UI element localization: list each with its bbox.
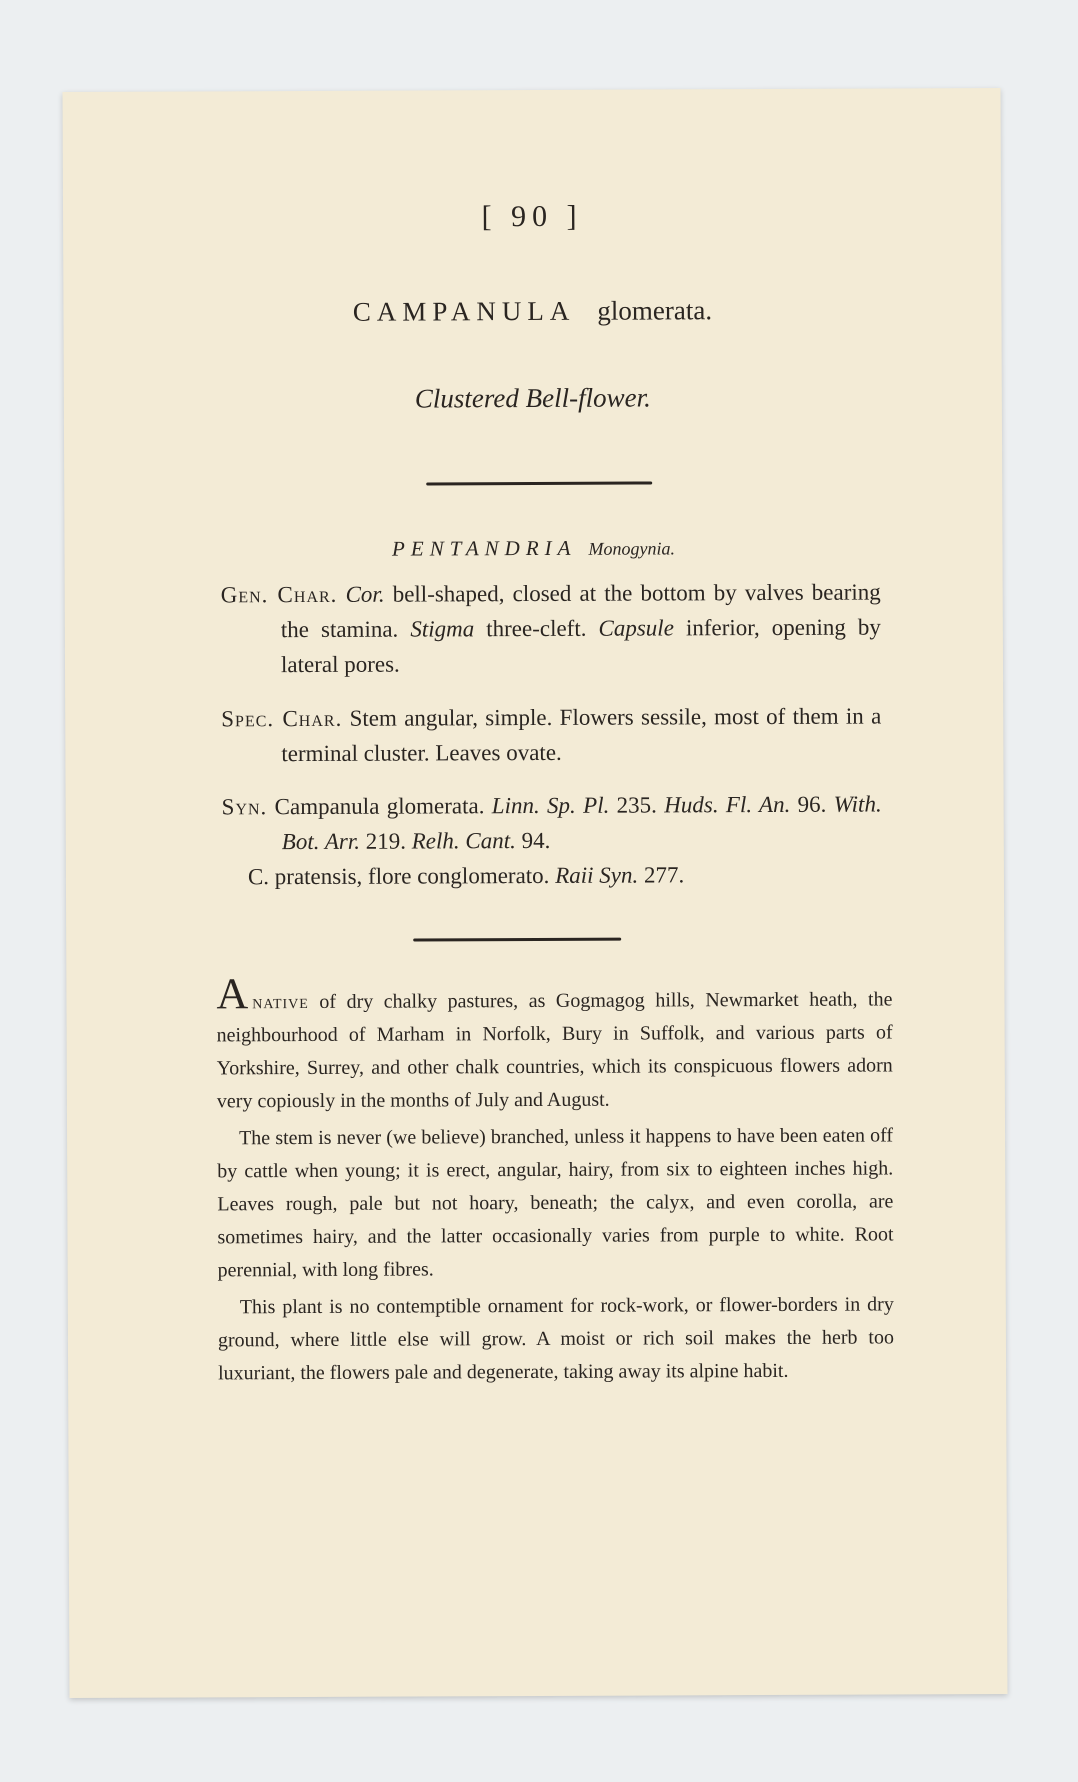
syn-num-withering: 219. <box>365 828 407 854</box>
specific-character <box>221 698 881 771</box>
paragraph-1-text: of dry chalky pastures, as Gogmagog hills, Newmarket heath, the neighbourhood of Marham in Norfolk, Bury in Suffolk, and various parts of Yorkshire, Surrey, and other chalk countries, which its conspicuous flowers adorn very copiously in the months of July and August. <box>216 988 893 1113</box>
linnaean-order: Monogynia. <box>588 538 675 559</box>
linnaean-class: PENTANDRIA <box>391 535 577 561</box>
paragraph: This plant is no contemptible ornament for rock-work, or flower-borders in dry ground, where little else will grow. A moist or rich soil makes the herb too luxuriant, the flowers pale and degenerate, taking away its alpine habit. <box>217 1293 894 1385</box>
spec-char-text: Stem angular, simple. Flowers sessile, most of them in a terminal cluster. Leaves ovate. <box>281 703 882 767</box>
syn-num-hudson: 96. <box>797 791 827 817</box>
syn-ref-hudson: Huds. Fl. An. <box>664 791 791 818</box>
syn-ref-relhan: Relh. Cant. <box>411 828 516 854</box>
syn-name-2: C. pratensis, flore conglomerato. <box>247 862 550 890</box>
genus-name: CAMPANULA <box>352 295 576 327</box>
page-number: [ 90 ] <box>481 199 583 234</box>
syn-ref-linnaeus: Linn. Sp. Pl. <box>491 792 610 819</box>
gen-char-text-1: bell-shaped, closed at the bottom by valves bearing the stamina. <box>280 579 881 643</box>
syn-num-relhan: 94. <box>521 827 551 854</box>
syn-ref-withering: With. Bot. Arr. <box>281 791 882 855</box>
generic-character <box>221 574 881 682</box>
plant-title <box>63 294 1001 330</box>
classification-line <box>64 534 1002 563</box>
synonym-second <box>248 856 908 894</box>
description-body <box>216 969 894 1394</box>
native-word: native <box>252 990 309 1014</box>
gen-char-label: Gen. Char. <box>220 581 338 608</box>
common-name: Clustered Bell-flower. <box>414 382 651 414</box>
book-page <box>63 88 1008 1698</box>
capsule-label: Capsule <box>598 615 674 641</box>
synonyms <box>222 786 882 859</box>
divider-rule <box>426 481 652 485</box>
syn-num-linnaeus: 235. <box>616 792 657 818</box>
cor-label: Cor. <box>345 581 385 607</box>
species-name: glomerata. <box>597 295 713 326</box>
gen-char-text-3: inferior, opening by lateral pores. <box>280 614 881 678</box>
drop-cap: A <box>216 969 249 1019</box>
syn-name: Campanula glomerata. <box>274 793 485 820</box>
gen-char-text-2: three-cleft. <box>486 615 587 642</box>
syn-num-ray: 277. <box>643 862 685 888</box>
paragraph <box>216 969 893 1118</box>
paragraph: The stem is never (we believe) branched, unless it happens to have been eaten off by cattle when young; it is erect, angular, hairy, from six to eighteen inches high. Leaves rough, pale but not hoary, beneath; the calyx, and even corolla, are sometimes hairy, and the latter occasionally varies from purple to white. Root perennial, with long fibres. <box>217 1124 894 1282</box>
spec-char-label: Spec. Char. <box>221 705 343 732</box>
divider-rule <box>413 938 621 942</box>
stigma-label: Stigma <box>410 616 475 642</box>
syn-label: Syn. <box>221 794 268 820</box>
syn-ref-ray: Raii Syn. <box>555 862 639 888</box>
